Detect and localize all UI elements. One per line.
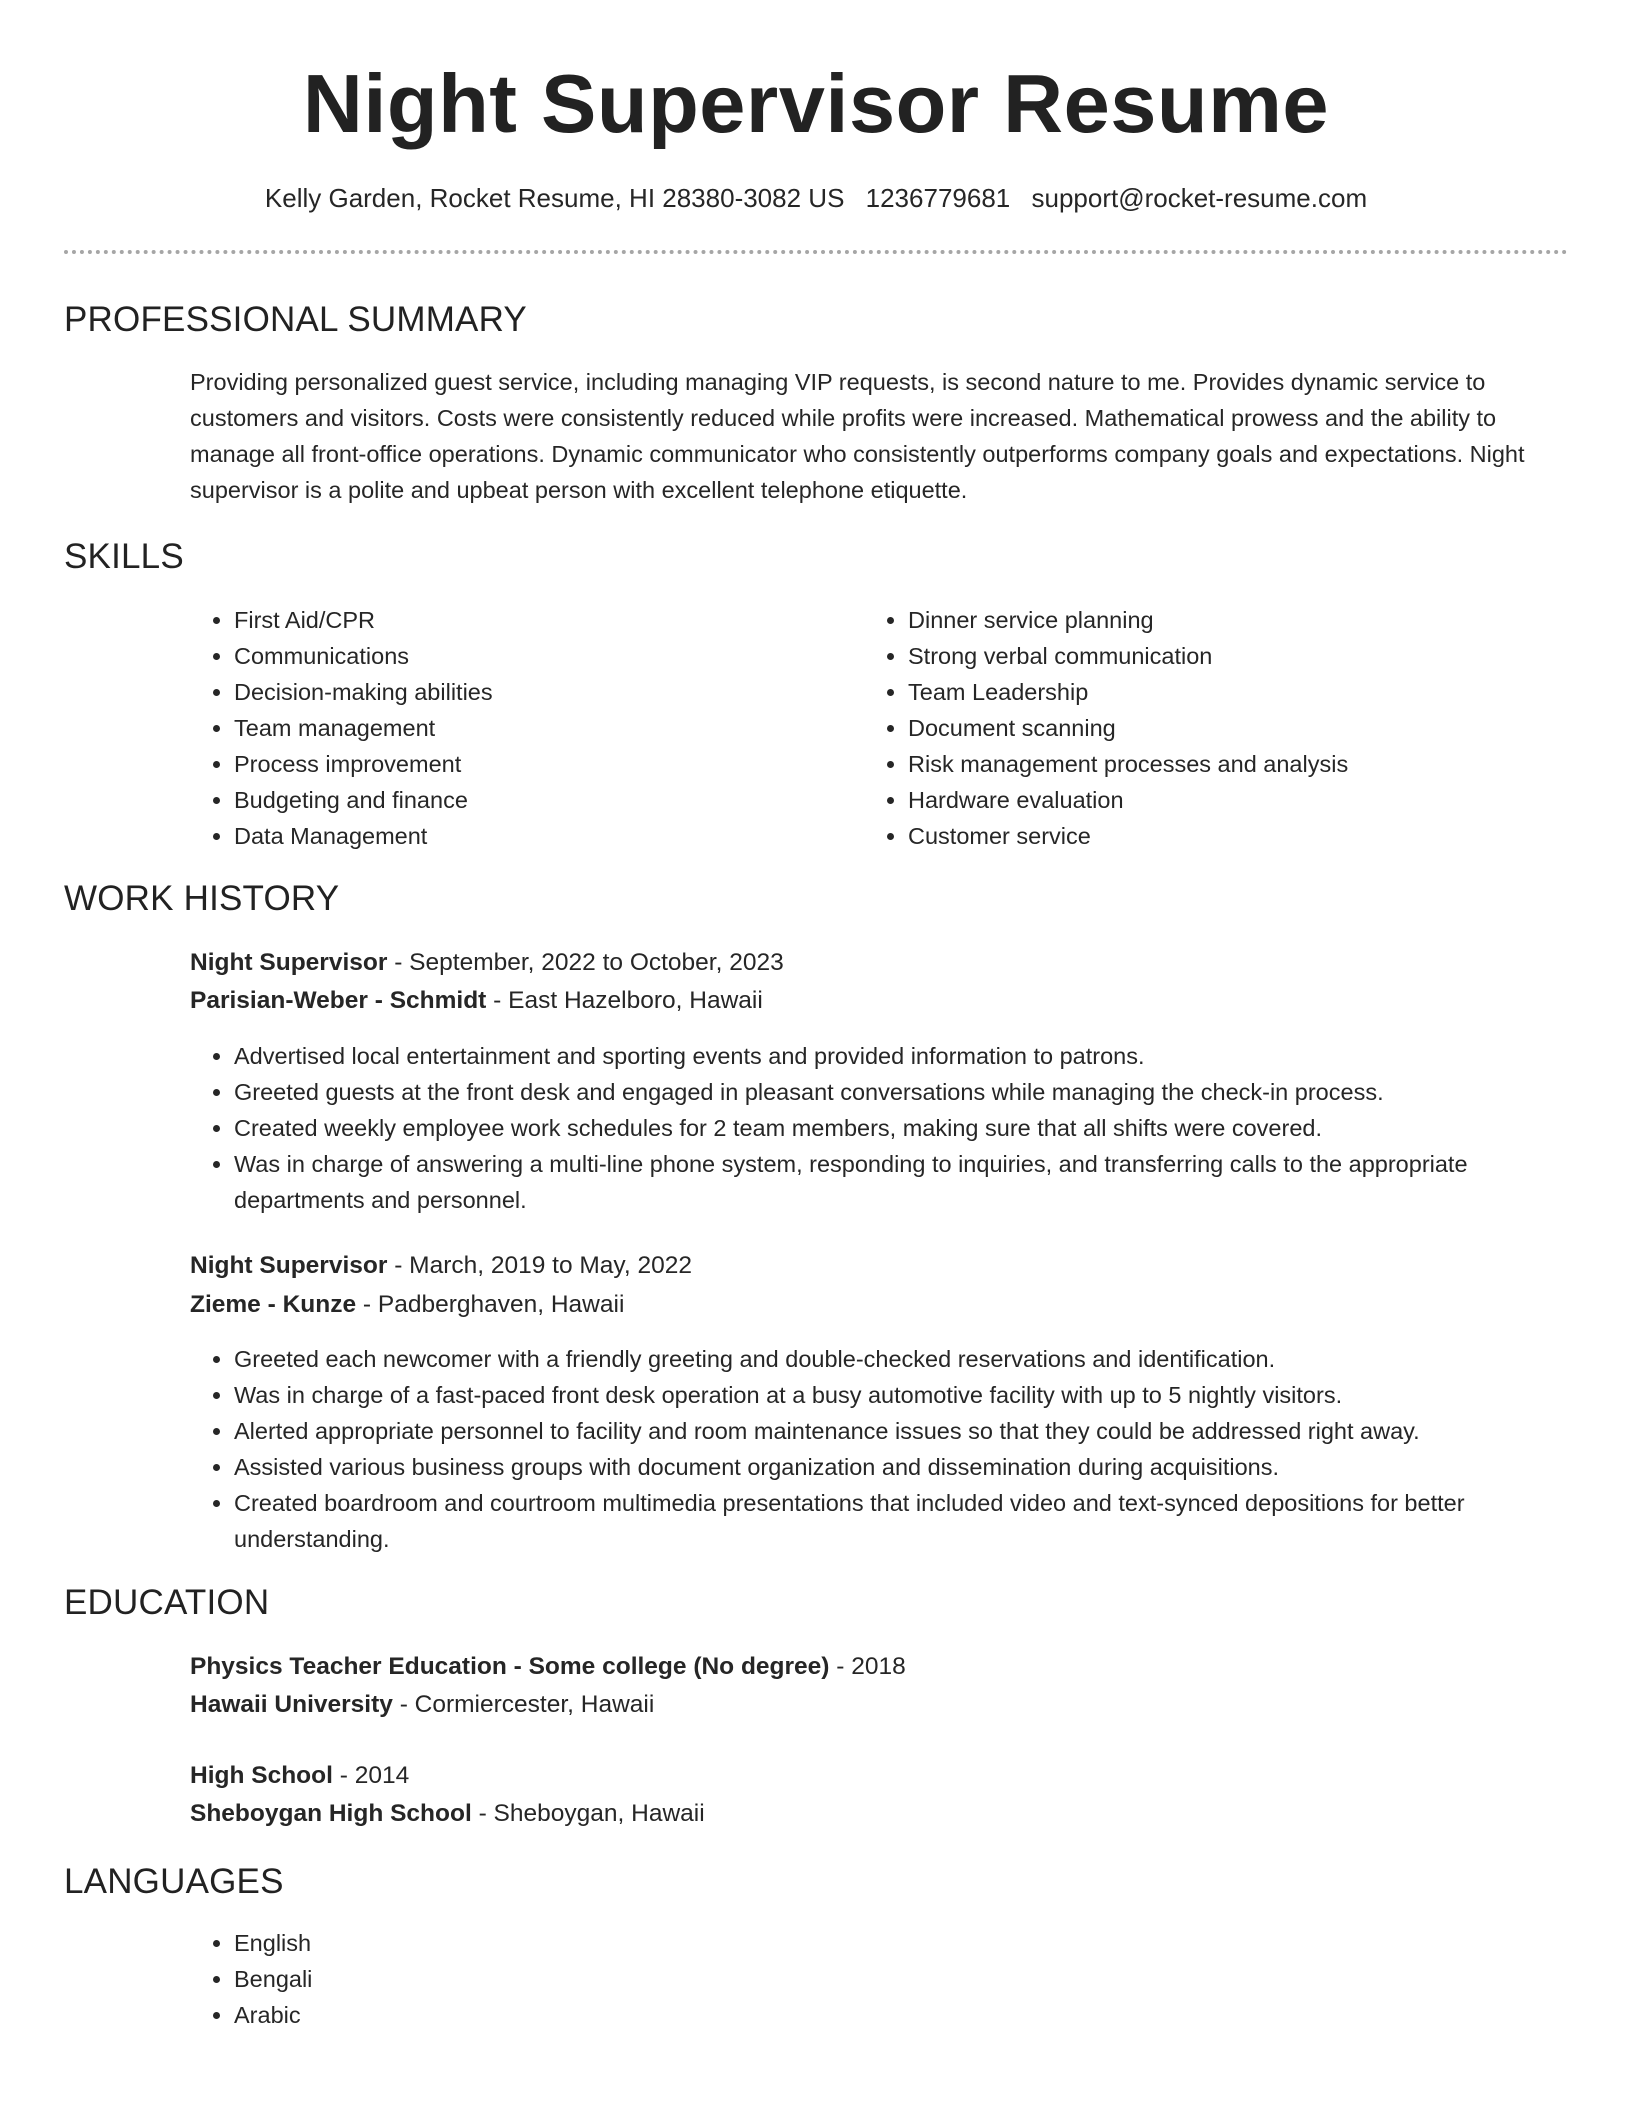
job-bullet: • Advertised local entertainment and sporting events and provided information to patrons. [234, 1038, 1570, 1074]
language-item: • Arabic [234, 1997, 1570, 2033]
languages-heading: LANGUAGES [64, 1862, 284, 1901]
skill-item: • Strong verbal communication [908, 638, 1564, 674]
job-bullets [190, 1038, 1570, 1218]
skills-column-left [190, 602, 830, 854]
education-degree-line [190, 1757, 409, 1795]
job-bullet: • Alerted appropriate personnel to facility and room maintenance issues so that they could be addressed right away. [234, 1413, 1570, 1449]
education-degree: High School [190, 1762, 333, 1789]
job-title-line [190, 1247, 692, 1285]
skill-item: • Document scanning [908, 710, 1564, 746]
summary-text: Providing personalized guest service, including managing VIP requests, is second nature to me. Provides dynamic service to customers and visitors. Costs were consistently reduced while profits were increased. Mathematical prowess and the ability to manage all front-office operations. Dynamic communicator who consistently outperforms company goals and expectations. Night supervisor is a polite and upbeat person with excellent telephone etiquette. [190, 369, 1525, 503]
job-title: Night Supervisor [190, 1252, 388, 1279]
contact-line [64, 180, 1568, 216]
skill-item: • Hardware evaluation [908, 782, 1564, 818]
header-divider [64, 250, 1568, 254]
education-school: Sheboygan High School [190, 1800, 472, 1827]
language-item: • Bengali [234, 1961, 1570, 1997]
job-company-line [190, 1286, 624, 1324]
job-bullet: • Created weekly employee work schedules for 2 team members, making sure that all shifts were covered. [234, 1110, 1570, 1146]
education-year: - 2014 [332, 1762, 410, 1789]
education-location: - Sheboygan, Hawaii [471, 1800, 705, 1827]
education-degree: Physics Teacher Education - Some college (No degree) [190, 1653, 830, 1680]
job-bullet: • Was in charge of answering a multi-line phone system, responding to inquiries, and transferring calls to the appropriate departments and personnel. [234, 1146, 1570, 1218]
skill-item: • Data Management [234, 818, 830, 854]
education-school-line [190, 1686, 654, 1724]
skill-item: • Decision-making abilities [234, 674, 830, 710]
job-dates: - March, 2019 to May, 2022 [387, 1252, 692, 1279]
language-item: • English [234, 1925, 1570, 1961]
education-heading: EDUCATION [64, 1583, 270, 1622]
job-bullets [190, 1341, 1570, 1557]
skill-item: • Process improvement [234, 746, 830, 782]
skill-item: • Team management [234, 710, 830, 746]
education-degree-line [190, 1648, 906, 1686]
skill-item: • First Aid/CPR [234, 602, 830, 638]
summary-heading: PROFESSIONAL SUMMARY [64, 300, 527, 339]
job-dates: - September, 2022 to October, 2023 [387, 949, 784, 976]
education-school-line [190, 1795, 705, 1833]
resume-title: Night Supervisor Resume [302, 57, 1330, 150]
job-location: - East Hazelboro, Hawaii [486, 987, 763, 1014]
contact-email: support@rocket-resume.com [1031, 183, 1368, 213]
job-title: Night Supervisor [190, 949, 388, 976]
languages-list [190, 1925, 1570, 2033]
skill-item: • Budgeting and finance [234, 782, 830, 818]
job-location: - Padberghaven, Hawaii [356, 1291, 625, 1318]
job-bullet: • Was in charge of a fast-paced front desk operation at a busy automotive facility with up to 5 nightly visitors. [234, 1377, 1570, 1413]
education-location: - Cormiercester, Hawaii [392, 1691, 655, 1718]
skill-item: • Communications [234, 638, 830, 674]
skill-item: • Team Leadership [908, 674, 1564, 710]
job-bullet: • Greeted guests at the front desk and engaged in pleasant conversations while managing the check-in process. [234, 1074, 1570, 1110]
skill-item: • Dinner service planning [908, 602, 1564, 638]
job-company: Zieme - Kunze [190, 1291, 357, 1318]
skill-item: • Customer service [908, 818, 1564, 854]
skill-item: • Risk management processes and analysis [908, 746, 1564, 782]
contact-phone: 1236779681 [865, 183, 1011, 213]
job-title-line [190, 944, 784, 982]
job-bullet: • Greeted each newcomer with a friendly greeting and double-checked reservations and identification. [234, 1341, 1570, 1377]
job-bullet: • Assisted various business groups with document organization and dissemination during acquisitions. [234, 1449, 1570, 1485]
job-bullet: • Created boardroom and courtroom multimedia presentations that included video and text-synced depositions for better understanding. [234, 1485, 1570, 1557]
work-history-heading: WORK HISTORY [64, 879, 340, 918]
education-year: - 2018 [829, 1653, 906, 1680]
education-school: Hawaii University [190, 1691, 393, 1718]
skills-heading: SKILLS [64, 537, 184, 576]
job-company-line [190, 982, 763, 1020]
job-company: Parisian-Weber - Schmidt [190, 987, 487, 1014]
contact-address: Kelly Garden, Rocket Resume, HI 28380-3082 US [264, 183, 845, 213]
skills-column-right [864, 602, 1564, 854]
